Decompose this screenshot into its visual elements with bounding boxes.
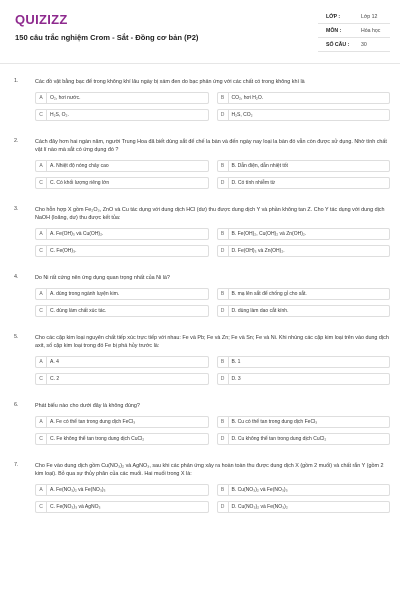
option-letter: B <box>218 93 229 103</box>
option-letter: C <box>36 246 47 256</box>
meta-key: MÔN : <box>326 28 342 34</box>
option-text: D. dùng làm dao cắt kính. <box>231 308 289 314</box>
option-text: B. Cu(NO₃)₂ và Fe(NO₃)₃ <box>231 487 288 493</box>
answer-option[interactable] <box>35 92 209 104</box>
answer-option[interactable] <box>35 305 209 317</box>
option-text: C. Fe không thể tan trong dung dịch CuCl₂ <box>50 436 145 442</box>
option-text: D. 3 <box>231 376 241 382</box>
option-letter: A <box>36 93 47 103</box>
question-spacer <box>0 317 400 334</box>
answer-option[interactable] <box>217 228 391 240</box>
question-number: 7. <box>14 462 19 468</box>
answer-option[interactable] <box>35 245 209 257</box>
option-text: D. Có tính nhiễm từ <box>231 180 276 186</box>
question-spacer <box>0 385 400 402</box>
option-text: A. dùng trong ngành luyện kim. <box>50 291 120 297</box>
option-letter: D <box>218 178 229 188</box>
question-number: 6. <box>14 402 19 408</box>
header-divider <box>0 63 400 64</box>
option-grid <box>35 228 390 257</box>
option-letter: C <box>36 306 47 316</box>
option-letter: B <box>218 417 229 427</box>
meta-value: Hóa học <box>361 28 381 34</box>
question-item <box>0 138 400 189</box>
meta-row-grade <box>318 10 390 24</box>
answer-option[interactable] <box>217 501 391 513</box>
question-number: 1. <box>14 78 19 84</box>
answer-option[interactable] <box>217 356 391 368</box>
option-grid <box>35 356 390 385</box>
option-text: C. Fe(NO₃)₃ và AgNO₃ <box>50 504 101 510</box>
option-letter: D <box>218 434 229 444</box>
option-letter: A <box>36 289 47 299</box>
meta-table <box>318 10 390 52</box>
option-text: CO₂, hơi H₂O. <box>231 95 264 101</box>
question-item <box>0 206 400 257</box>
question-number: 5. <box>14 334 19 340</box>
option-grid <box>35 288 390 317</box>
answer-option[interactable] <box>217 484 391 496</box>
option-text: A. Fe(NO₃)₂ và Fe(NO₃)₃ <box>50 487 106 493</box>
option-letter: B <box>218 229 229 239</box>
answer-option[interactable] <box>217 177 391 189</box>
question-spacer <box>0 189 400 206</box>
answer-option[interactable] <box>35 416 209 428</box>
answer-option[interactable] <box>35 160 209 172</box>
option-letter: A <box>36 229 47 239</box>
option-letter: A <box>36 357 47 367</box>
option-letter: D <box>218 306 229 316</box>
answer-option[interactable] <box>217 433 391 445</box>
option-letter: A <box>36 485 47 495</box>
option-text: B. Fe(OH)₂, Cu(OH)₂ và Zn(OH)₂. <box>231 231 307 237</box>
answer-option[interactable] <box>217 288 391 300</box>
question-text: Các đồ vật bằng bạc để trong không khí lâu ngày bị xám đen do bạc phản ứng với các chất có trong không khí là <box>35 79 305 85</box>
option-letter: C <box>36 374 47 384</box>
question-spacer <box>0 257 400 274</box>
option-letter: C <box>36 502 47 512</box>
option-letter: B <box>218 357 229 367</box>
option-text: H₂S, CO₂ <box>231 112 253 118</box>
option-letter: C <box>36 434 47 444</box>
answer-option[interactable] <box>35 288 209 300</box>
question-text: Phát biểu nào cho dưới đây là không đúng? <box>35 403 140 409</box>
option-text: C. 2 <box>50 376 60 382</box>
option-letter: D <box>218 246 229 256</box>
answer-option[interactable] <box>217 245 391 257</box>
question-number: 2. <box>14 138 19 144</box>
option-letter: C <box>36 178 47 188</box>
answer-option[interactable] <box>35 109 209 121</box>
option-text: C. Có khối lượng riêng lớn <box>50 180 110 186</box>
option-text: D. Fe(OH)₃ và Zn(OH)₂. <box>231 248 285 254</box>
question-number: 3. <box>14 206 19 212</box>
question-item <box>0 78 400 121</box>
meta-key: LỚP : <box>326 14 341 20</box>
answer-option[interactable] <box>35 356 209 368</box>
option-letter: C <box>36 110 47 120</box>
question-item <box>0 402 400 445</box>
option-letter: B <box>218 161 229 171</box>
question-item <box>0 462 400 513</box>
option-text: B. Dẫn điện, dẫn nhiệt tốt <box>231 163 288 169</box>
meta-row-count <box>318 38 390 52</box>
option-text: A. 4 <box>50 359 59 365</box>
answer-option[interactable] <box>217 373 391 385</box>
option-grid <box>35 92 390 121</box>
question-spacer <box>0 121 400 138</box>
option-grid <box>35 416 390 445</box>
answer-option[interactable] <box>35 501 209 513</box>
answer-option[interactable] <box>217 305 391 317</box>
option-letter: A <box>36 417 47 427</box>
answer-option[interactable] <box>35 433 209 445</box>
option-letter: B <box>218 485 229 495</box>
question-spacer <box>0 445 400 462</box>
answer-option[interactable] <box>217 160 391 172</box>
question-text: Cho Fe vào dung dịch gồm Cu(NO₃)₂ và AgNO₃, sau khi các phản ứng xảy ra hoàn toàn thu được dung dịch X (gồm 2 muối) và chất rắn Y (gồm 2 kim loại). Bỏ qua sự thủy phân của các muối. Hai muối trong X là: <box>35 463 384 477</box>
option-letter: D <box>218 110 229 120</box>
option-text: D. Cu(NO₃)₂ và Fe(NO₃)₂ <box>231 504 288 510</box>
answer-option[interactable] <box>217 92 391 104</box>
option-letter: A <box>36 161 47 171</box>
question-text: Cho các cặp kim loại nguyên chất tiếp xúc trực tiếp với nhau: Fe và Pb; Fe và Zn; Fe và Sn; Fe và Ni. Khi nhúng các cặp kim loại trên vào dung dịch axit, số cặp kim loại trong đó Fe bị phá hủy trước là: <box>35 335 389 349</box>
option-text: H₂S, O₂. <box>50 112 69 118</box>
option-text: C. Fe(OH)₃. <box>50 248 77 254</box>
option-text: C. dùng làm chất xúc tác. <box>50 308 107 314</box>
question-item <box>0 274 400 317</box>
document-title: 150 câu trắc nghiệm Crom - Sắt - Đồng cơ bản (P2) <box>15 33 199 42</box>
meta-value: 30 <box>361 42 367 48</box>
answer-option[interactable] <box>35 373 209 385</box>
question-number: 4. <box>14 274 19 280</box>
option-text: B. mạ lên sắt để chống gỉ cho sắt. <box>231 291 307 297</box>
option-letter: B <box>218 289 229 299</box>
meta-row-subject <box>318 24 390 38</box>
question-text: Cách đây hơn hai ngàn năm, người Trung Hoa đã biết dùng sắt để chế la bàn và đến ngày nay loại la bàn đó vẫn còn được sử dụng. Nhờ tính chất vật lí nào mà sắt có ứng dụng đó ? <box>35 139 387 153</box>
meta-key: SỐ CÂU : <box>326 42 350 48</box>
page-header <box>0 0 400 62</box>
question-item <box>0 334 400 385</box>
option-text: A. Fe(OH)₃ và Cu(OH)₂. <box>50 231 104 237</box>
answer-option[interactable] <box>217 416 391 428</box>
question-text: Cho hỗn hợp X gồm Fe₂O₃, ZnO và Cu tác dụng với dung dịch HCl (dư) thu được dung dịch Y và phần không tan Z. Cho Y tác dụng với dung dịch NaOH (loãng, dư) thu được kết tủa: <box>35 207 385 221</box>
answer-option[interactable] <box>35 177 209 189</box>
option-text: O₂, hơi nước. <box>50 95 81 101</box>
meta-value: Lớp 12 <box>361 14 378 20</box>
option-letter: D <box>218 374 229 384</box>
answer-option[interactable] <box>35 228 209 240</box>
quizizz-logo: QUIZIZZ <box>15 12 68 27</box>
option-text: B. Cu có thể tan trong dung dịch FeCl₃ <box>231 419 318 425</box>
option-text: D. Cu không thể tan trong dung dịch CuCl₂ <box>231 436 327 442</box>
option-letter: D <box>218 502 229 512</box>
option-text: A. Nhiệt độ nóng chảy cao <box>50 163 109 169</box>
option-grid <box>35 484 390 513</box>
question-text: Do Ni rất cứng nên ứng dụng quan trọng nhất của Ni là? <box>35 275 170 281</box>
question-list <box>0 78 400 513</box>
answer-option[interactable] <box>35 484 209 496</box>
option-text: B. 1 <box>231 359 241 365</box>
option-grid <box>35 160 390 189</box>
answer-option[interactable] <box>217 109 391 121</box>
option-text: A. Fe có thể tan trong dung dịch FeCl₃ <box>50 419 136 425</box>
